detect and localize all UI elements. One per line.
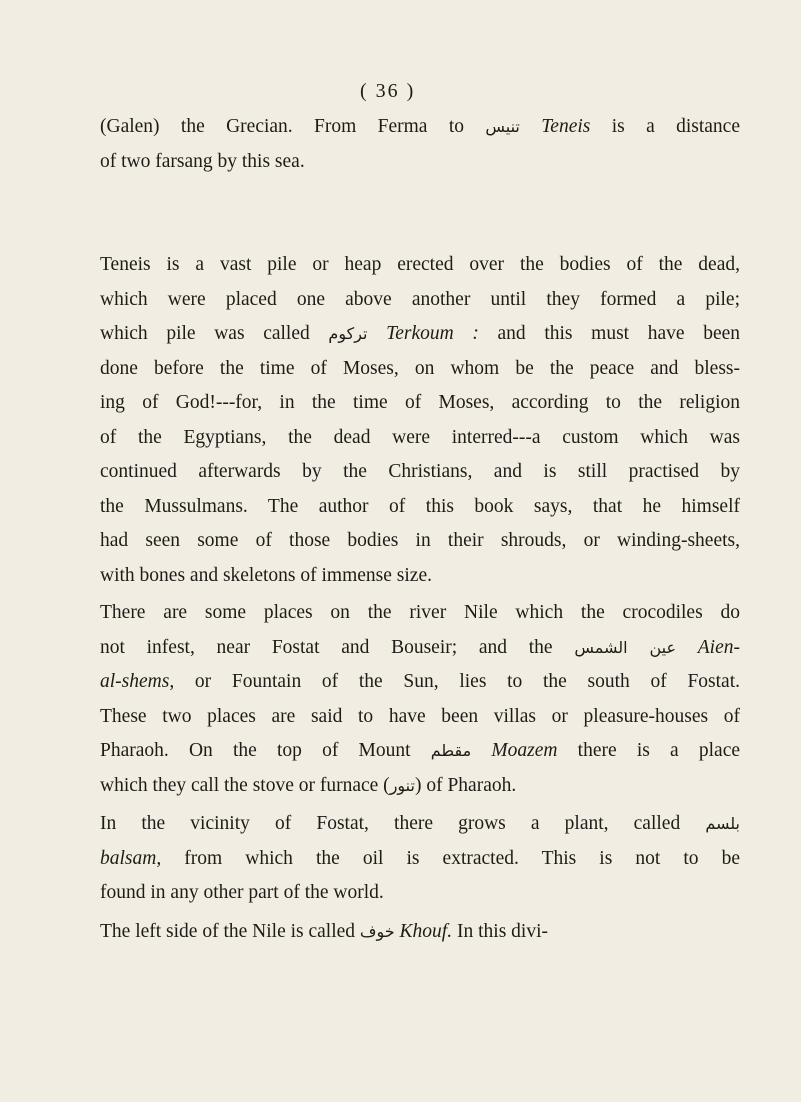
text-run: had seen some of those bodies in their shrouds, or winding-sheets, — [100, 530, 740, 551]
text-run: ing of God!---for, in the time of Moses, according to the religion — [100, 392, 740, 413]
text-run: In the vicinity of Fostat, there grows a plant, called — [100, 813, 706, 834]
text-run: the Mussulmans. The author of this book says, that he himself — [100, 495, 740, 517]
text-run: which were placed one above another until they formed a pile; — [100, 288, 740, 310]
arabic-word: مقطم — [430, 741, 472, 760]
text-line — [100, 596, 740, 631]
text-run: and this must have been — [478, 323, 741, 344]
text-line — [100, 352, 740, 387]
text-run: done before the time of Moses, on whom be the peace and bless- — [100, 357, 740, 379]
text-run: continued afterwards by the Christians, and is still practised by — [100, 461, 740, 482]
text-line — [100, 283, 740, 318]
italic-transliteration: Terkoum : — [386, 323, 479, 344]
text-run: These two places are said to have been villas or pleasure-houses of — [100, 705, 740, 727]
paragraph-galen — [100, 110, 740, 179]
text-run: is a distance — [590, 116, 740, 137]
text-line — [100, 631, 740, 666]
text-run — [471, 740, 491, 761]
paragraph-khouf — [100, 915, 740, 950]
text-line — [100, 317, 740, 352]
text-run: from which the oil is extracted. This is not to be — [161, 847, 740, 869]
text-run: There are some places on the river Nile which the crocodiles do — [100, 602, 740, 623]
text-line — [100, 842, 740, 877]
arabic-word: بلسم — [705, 814, 740, 833]
text-line — [100, 915, 740, 950]
text-run: of two farsang by this sea. — [100, 150, 305, 172]
text-line — [100, 769, 740, 804]
text-run: or Fountain of the Sun, lies to the south of Fostat. — [174, 671, 740, 692]
text-line — [100, 421, 740, 456]
paragraph-balsam — [100, 807, 740, 911]
text-run: Pharaoh. On the top of Mount — [100, 740, 431, 761]
italic-transliteration: Moazem — [491, 740, 558, 761]
text-run: ) of Pharaoh. — [414, 774, 517, 796]
text-run: there is a place — [557, 740, 741, 761]
text-run — [520, 116, 541, 137]
text-line — [100, 665, 740, 700]
text-run: In this divi- — [452, 921, 548, 942]
text-run — [676, 637, 698, 658]
italic-transliteration: Khouf. — [399, 921, 453, 942]
page-number: ( 36 ) — [360, 80, 416, 102]
text-run: (Galen) the Grecian. From Ferma to — [100, 116, 486, 137]
text-line — [100, 807, 740, 842]
italic-transliteration: Aien- — [697, 636, 740, 658]
text-line — [100, 455, 740, 490]
arabic-word: عين الشمس — [574, 637, 677, 657]
text-line — [100, 876, 740, 911]
text-run: The left side of the Nile is called — [100, 921, 360, 942]
text-run: found in any other part of the world. — [100, 882, 384, 903]
text-run — [367, 323, 386, 344]
arabic-word: تنور — [389, 775, 415, 795]
text-run: Teneis is a vast pile or heap erected over the bodies of the dead, — [100, 254, 740, 275]
text-line — [100, 110, 740, 145]
italic-transliteration: Teneis — [541, 116, 591, 137]
arabic-word: خوف — [359, 922, 395, 941]
text-run: with bones and skeletons of immense size. — [100, 564, 432, 586]
text-line — [100, 559, 740, 594]
italic-transliteration: balsam, — [100, 847, 162, 869]
italic-transliteration: al-shems, — [100, 671, 175, 692]
text-line — [100, 524, 740, 559]
text-line — [100, 700, 740, 735]
text-line — [100, 248, 740, 283]
arabic-word: تنيس — [485, 117, 520, 136]
arabic-word: ترکوم — [328, 324, 368, 343]
text-run: not infest, near Fostat and Bouseir; and the — [100, 636, 575, 658]
text-run: which they call the stove or furnace ( — [100, 774, 390, 796]
text-line — [100, 145, 740, 180]
text-line — [100, 386, 740, 421]
text-run: which pile was called — [100, 323, 329, 344]
paragraph-crocodiles — [100, 596, 740, 803]
text-run: of the Egyptians, the dead were interred---a custom which was — [100, 426, 740, 448]
text-line — [100, 734, 740, 769]
text-line — [100, 490, 740, 525]
paragraph-teneis — [100, 248, 740, 593]
